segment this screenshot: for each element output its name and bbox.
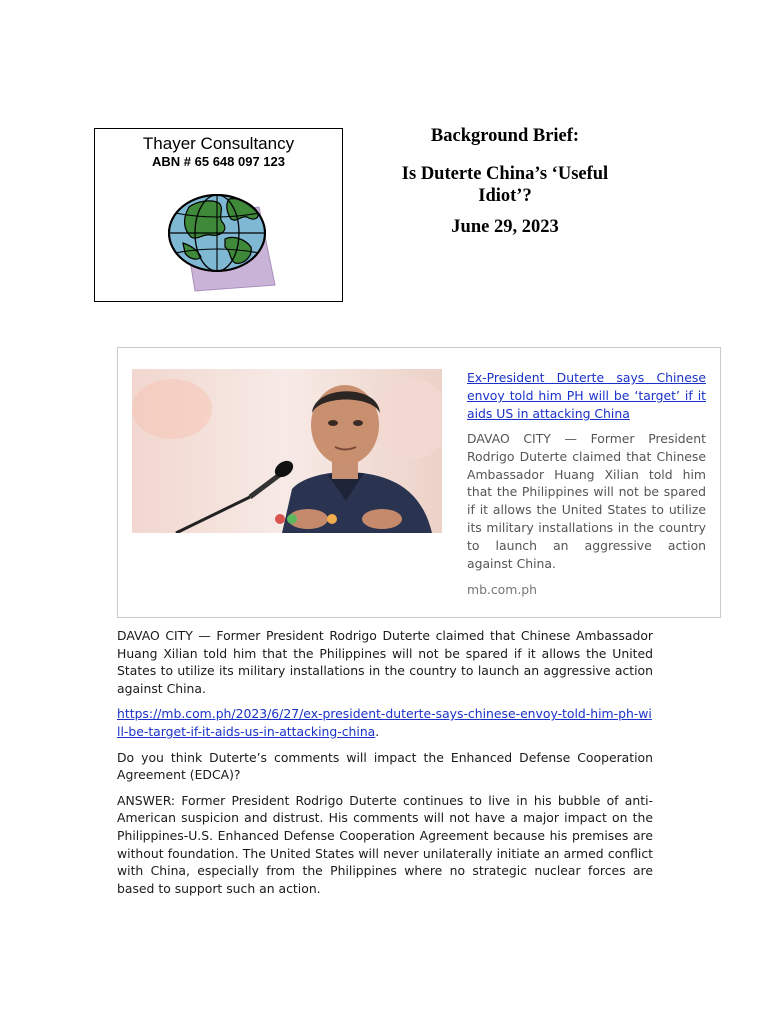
- card-text-column: [467, 369, 706, 597]
- card-summary: DAVAO CITY — Former President Rodrigo Duterte claimed that Chinese Ambassador Huang Xilian told him that the Philippines will not be spared if it allows the United States to utilize its military installations in the country to launch an aggressive action against China.: [467, 431, 706, 571]
- source-url-link[interactable]: https://mb.com.ph/2023/6/27/ex-president-duterte-says-chinese-envoy-told-him-ph-will-be-target-if-it-aids-us-in-attacking-china: [117, 706, 652, 739]
- answer-paragraph: ANSWER: Former President Rodrigo Duterte continues to live in his bubble of anti-American suspicion and distrust. His comments will not have a major impact on the Philippines-U.S. Enhanced Defense Cooperation Agreement because his premises are without foundation. The United States will never unilaterally initiate an armed conflict with China, especially from the Philippines where no strategic nuclear forces are based to support such an action.: [117, 792, 653, 896]
- company-abn: ABN # 65 648 097 123: [152, 154, 285, 169]
- body-link-paragraph: [117, 705, 653, 740]
- link-preview-card[interactable]: [117, 347, 721, 618]
- link-suffix: .: [375, 723, 380, 739]
- question-paragraph: Do you think Duterte’s comments will impact the Enhanced Defense Cooperation Agreement (EDCA)?: [117, 749, 653, 783]
- company-logo-box: [94, 128, 343, 302]
- brief-title: Is Duterte China’s ‘Useful Idiot’?: [401, 164, 609, 206]
- document-title-block: [374, 126, 636, 238]
- globe-icon: [167, 187, 279, 293]
- person-photo-icon[interactable]: [132, 369, 442, 533]
- card-headline-link[interactable]: Ex-President Duterte says Chinese envoy told him PH will be ‘target’ if it aids US in attacking China: [467, 370, 706, 421]
- card-source: mb.com.ph: [467, 582, 537, 598]
- article-body: [117, 627, 653, 905]
- company-name: Thayer Consultancy: [142, 134, 295, 153]
- brief-date: June 29, 2023: [451, 217, 559, 237]
- body-paragraph-1: DAVAO CITY — Former President Rodrigo Duterte claimed that Chinese Ambassador Huang Xilian told him that the Philippines will not be spared if it allows the United States to utilize its military installations in the country to launch an aggressive action against China.: [117, 628, 653, 696]
- brief-label: Background Brief:: [430, 126, 580, 146]
